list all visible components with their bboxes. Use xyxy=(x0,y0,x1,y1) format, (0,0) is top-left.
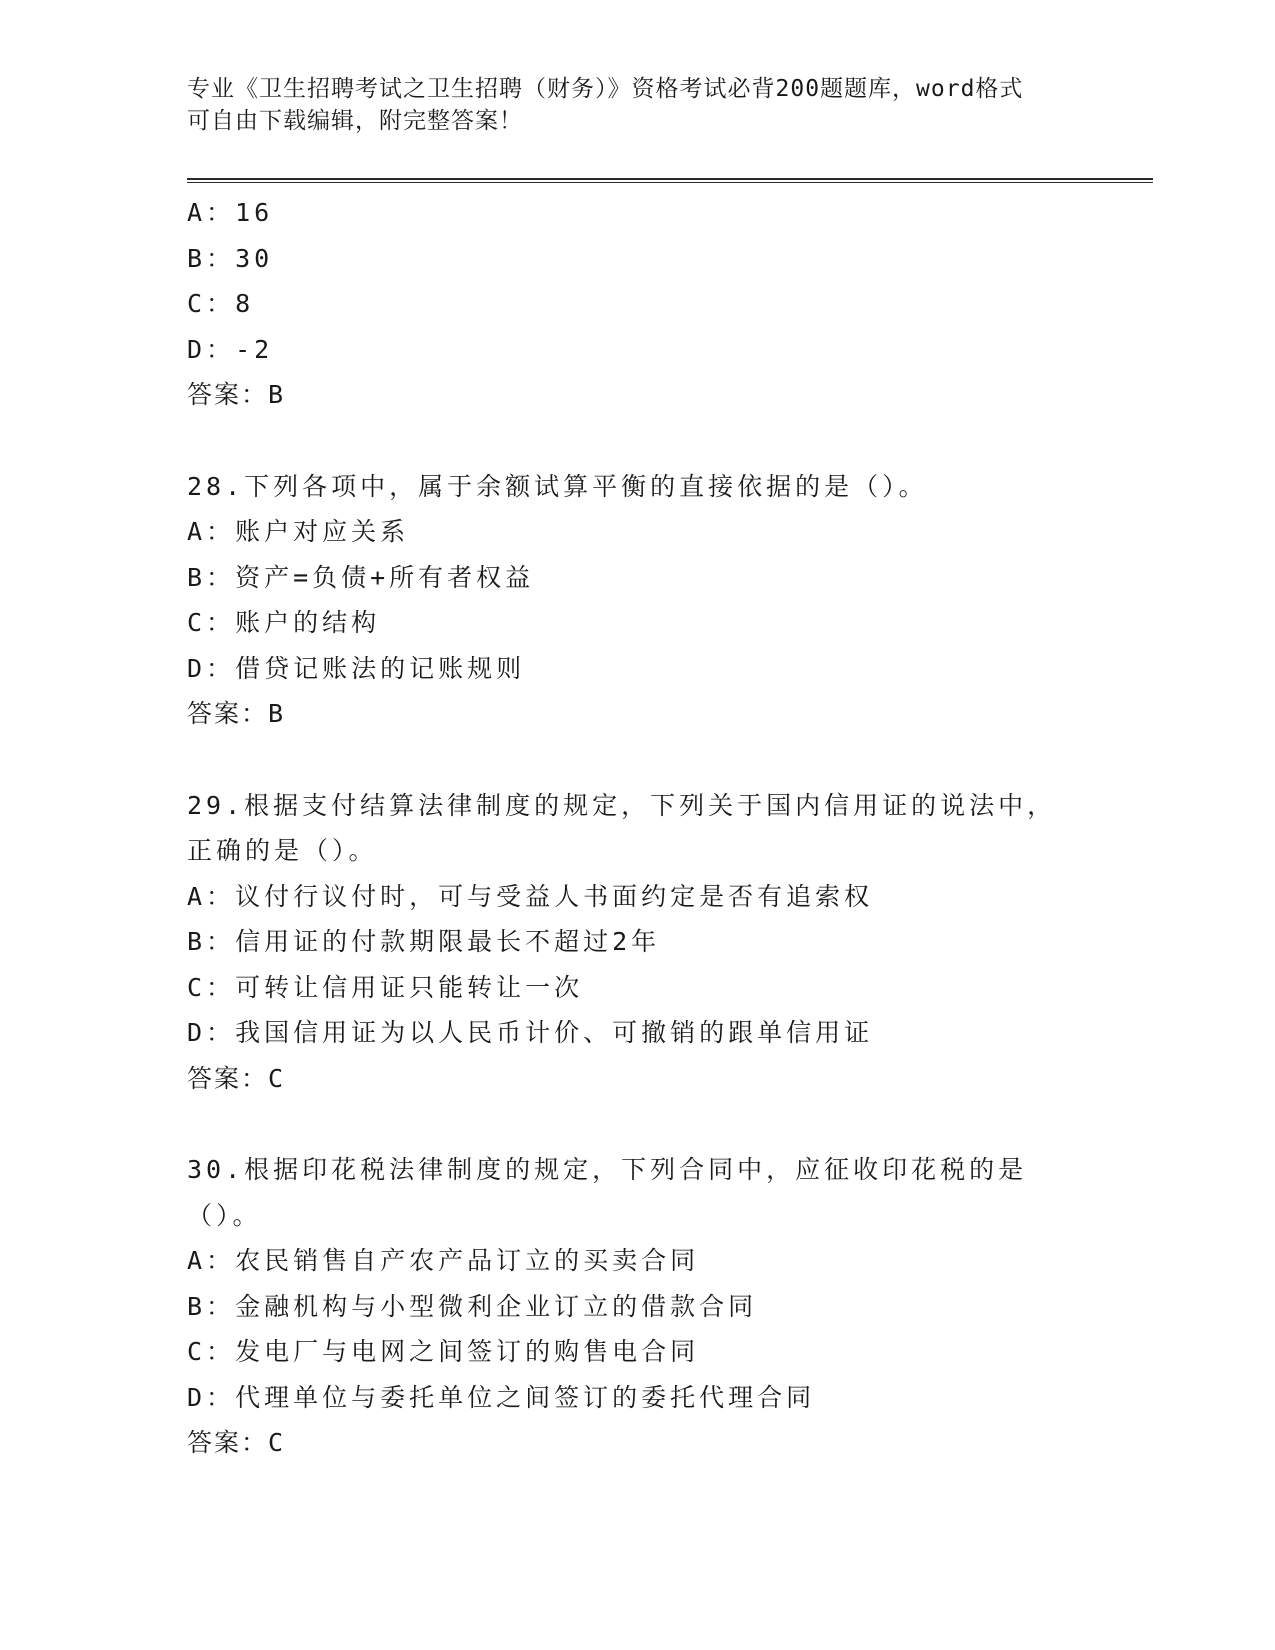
question-29-block xyxy=(187,783,1087,1102)
option-b xyxy=(187,555,1087,601)
option-text: 我国信用证为以人民币计价、可撤销的跟单信用证 xyxy=(235,1018,874,1047)
question-stem: 29.根据支付结算法律制度的规定，下列关于国内信用证的说法中，正确的是（）。 xyxy=(187,790,1057,865)
question-list xyxy=(187,190,1087,1466)
option-text: 农民销售自产农产品订立的买卖合同 xyxy=(235,1246,700,1275)
header-line-1: 专业《卫生招聘考试之卫生招聘（财务）》资格考试必背200题题库，word格式 xyxy=(187,76,1024,102)
option-a xyxy=(187,509,1087,555)
answer-label: 答案： xyxy=(187,1428,269,1457)
option-text: -2 xyxy=(235,334,274,364)
question-30-block xyxy=(187,1147,1087,1466)
option-text: 信用证的付款期限最长不超过2年 xyxy=(235,927,661,956)
option-key: A： xyxy=(187,517,236,546)
option-key: B： xyxy=(187,562,236,592)
option-key: B： xyxy=(187,1291,236,1321)
prev-question-block xyxy=(187,190,1087,418)
option-text: 账户的结构 xyxy=(235,608,381,637)
answer-value: B xyxy=(268,699,286,728)
option-text: 借贷记账法的记账规则 xyxy=(235,653,526,683)
question-28-block xyxy=(187,464,1087,737)
option-text: 代理单位与委托单位之间签订的委托代理合同 xyxy=(235,1382,816,1412)
option-d xyxy=(187,327,1087,373)
option-c xyxy=(187,281,1087,327)
option-c xyxy=(187,965,1087,1011)
option-key: C： xyxy=(187,972,236,1002)
answer-line xyxy=(187,372,1087,418)
header-line-2: 可自由下载编辑，附完整答案！ xyxy=(187,108,523,134)
option-d xyxy=(187,1010,1087,1056)
option-text: 金融机构与小型微利企业订立的借款合同 xyxy=(235,1291,758,1321)
answer-value: C xyxy=(268,1428,286,1457)
option-key: B： xyxy=(187,243,236,273)
option-b xyxy=(187,1284,1087,1330)
document-header xyxy=(187,73,1067,137)
header-divider xyxy=(187,178,1153,183)
option-a xyxy=(187,874,1087,920)
option-a xyxy=(187,190,1087,236)
option-key: C： xyxy=(187,289,236,318)
option-d xyxy=(187,646,1087,692)
option-text: 账户对应关系 xyxy=(235,517,410,546)
answer-label: 答案： xyxy=(187,699,269,728)
option-text: 30 xyxy=(235,243,274,273)
option-b xyxy=(187,919,1087,965)
option-b xyxy=(187,236,1087,282)
option-text: 可转让信用证只能转让一次 xyxy=(235,972,584,1002)
option-text: 议付行议付时，可与受益人书面约定是否有追索权 xyxy=(235,881,874,911)
option-key: D： xyxy=(187,334,236,364)
option-key: C： xyxy=(187,608,236,637)
option-key: B： xyxy=(187,927,236,956)
option-c xyxy=(187,1329,1087,1375)
answer-label: 答案： xyxy=(187,1063,269,1093)
question-stem: 28.下列各项中，属于余额试算平衡的直接依据的是（）。 xyxy=(187,471,928,501)
option-key: A： xyxy=(187,198,236,227)
answer-line xyxy=(187,691,1087,737)
option-key: D： xyxy=(187,1018,236,1047)
option-a xyxy=(187,1238,1087,1284)
answer-label: 答案： xyxy=(187,380,269,409)
answer-line xyxy=(187,1056,1087,1102)
option-key: D： xyxy=(187,653,236,683)
option-c xyxy=(187,600,1087,646)
answer-value: B xyxy=(268,380,286,409)
answer-line xyxy=(187,1420,1087,1466)
option-d xyxy=(187,1375,1087,1421)
option-key: D： xyxy=(187,1382,236,1412)
option-text: 16 xyxy=(235,198,274,227)
option-key: A： xyxy=(187,1246,236,1275)
option-key: A： xyxy=(187,881,236,911)
option-text: 发电厂与电网之间签订的购售电合同 xyxy=(235,1337,700,1366)
option-text: 8 xyxy=(235,289,255,318)
answer-value: C xyxy=(268,1063,286,1093)
question-stem: 30.根据印花税法律制度的规定，下列合同中，应征收印花税的是（）。 xyxy=(187,1155,1028,1230)
option-key: C： xyxy=(187,1337,236,1366)
option-text: 资产=负债+所有者权益 xyxy=(235,562,535,592)
